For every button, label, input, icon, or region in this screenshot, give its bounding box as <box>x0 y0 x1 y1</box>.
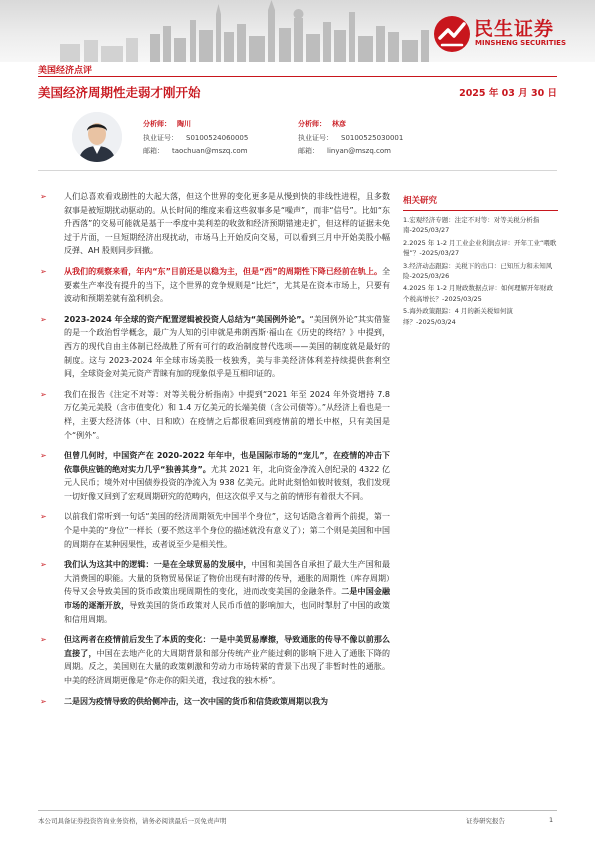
footer-disclaimer: 本公司具备证券投资咨询业务资格，请务必阅读最后一页免责声明 <box>38 817 227 825</box>
bullet-arrow-icon: ➢ <box>40 314 47 324</box>
bullet-arrow-icon: ➢ <box>40 451 47 461</box>
analyst-name: 陶川 <box>177 120 191 128</box>
related-research-item[interactable]: 5.海外政策跟踪：4 月的新关税如何演绎？-2025/03/24 <box>403 307 513 326</box>
report-title: 美国经济周期性走弱才刚开始 <box>38 85 201 100</box>
email-label: 邮箱： <box>143 147 164 155</box>
body-text: 全要素生产率没有提升的当下，这个世界的竞争规则是“比烂”，尤其是在资本市场上，只要有波动和预期差就有盈利机会。 <box>64 266 390 304</box>
body-paragraph <box>38 695 390 709</box>
bullet-arrow-icon: ➢ <box>40 635 47 645</box>
header-banner <box>0 0 595 62</box>
bullet-arrow-icon: ➢ <box>40 389 47 399</box>
minsheng-logo-icon <box>432 14 472 54</box>
body-paragraph <box>38 558 390 626</box>
report-category: 美国经济点评 <box>38 66 93 76</box>
body-text: 尤其 2021 年，北向资金净流入创纪录的 4322 亿元人民币；境外对中国债券投资的净流入为 938 亿美元。此时此刻恰如彼时彼刻，我们发现一切好像又回到了宏观周期研究的范畴内，但这次似乎又与之前的情形有着很大不同。 <box>64 464 390 501</box>
emphasis-text: 二是中国金融市场的逐渐开放， <box>64 587 391 611</box>
related-research-list <box>403 215 558 327</box>
body-paragraph <box>38 633 390 687</box>
analyst-portrait-icon <box>72 112 122 162</box>
footer-doc-type: 证券研究报告 <box>466 817 505 825</box>
analyst-role: 分析师： <box>143 120 171 128</box>
cert-number: S0100524060005 <box>186 133 249 142</box>
emphasis-text: 二是因为疫情导致的供给侧冲击，这一次中国的货币和信贷政策周期以我为 <box>64 696 328 706</box>
header-divider <box>38 170 557 171</box>
related-research-item[interactable]: 3.经济动态跟踪：关税下的出口：已知压力和未知风险-2025/03/26 <box>403 261 553 281</box>
emphasis-text: 从我们的观察来看，年内“东”目前还是以稳为主，但是“西”的周期性下降已经前在轨上。 <box>64 266 382 276</box>
page-number: 1 <box>549 816 554 824</box>
cert-label: 执业证号： <box>143 133 178 142</box>
report-body <box>38 190 390 715</box>
report-date: 2025 年 03 月 30 日 <box>459 88 557 99</box>
body-text: 中国在去地产化的大周期背景和部分传统产业产能过剩的影响下进入了通胀下降的周期。反之，美国则在大量的政策刺激和劳动力市场转紧的背景下出现了非暂时性的通胀。中美的经济周期更像是“你走你的阳关道，我过我的独木桥”。 <box>64 648 391 685</box>
brand-name-en: MINSHENG SECURITIES <box>475 39 566 47</box>
bullet-arrow-icon: ➢ <box>40 192 47 201</box>
body-paragraph <box>38 190 390 258</box>
bullet-arrow-icon: ➢ <box>40 266 47 276</box>
body-text: 导致美国的货币政策对人民币币值的影响加大，也同时掣肘了中国的政策和信用周期。 <box>64 601 391 624</box>
bullet-arrow-icon: ➢ <box>40 696 47 706</box>
analyst-email[interactable]: linyan@mszq.com <box>327 147 391 155</box>
analyst-card-1 <box>143 118 248 159</box>
minsheng-logo <box>432 14 582 54</box>
emphasis-text: 我们认为这其中的逻辑：一是在全球贸易的发展中， <box>64 560 252 570</box>
related-research-item[interactable]: 1.宏观经济专题：注定不对等：对等关税分析指南-2025/03/27 <box>403 216 540 235</box>
footer-divider <box>38 810 557 811</box>
emphasis-text: 2023-2024 年全球的资产配置逻辑被投资人总结为“美国例外论”。 <box>64 314 310 324</box>
analyst-avatar <box>72 112 122 162</box>
body-paragraph <box>38 510 390 551</box>
body-paragraph <box>38 313 390 381</box>
bullet-arrow-icon: ➢ <box>40 560 47 570</box>
body-text: 以前我们常听到一句话“美国的经济周期领先中国半个身位”，这句话隐含着两个前提，第一个是中美的“身位”一样长（要不然这半个身位的描述就没有意义了）；第二个则是美国和中国的周期存在某种因果性，或者说至少是相关性。 <box>64 512 390 549</box>
body-paragraph <box>38 265 390 306</box>
related-research-panel <box>403 194 558 329</box>
emphasis-text: 但这两者在疫情前后发生了本质的变化：一是中美贸易摩擦，导致通胀的传导不像以前那么直接了， <box>64 635 390 658</box>
body-paragraph <box>38 388 390 442</box>
email-label: 邮箱： <box>298 147 319 155</box>
body-text: 我们在报告《注定不对等：对等关税分析指南》中提到“2021 年至 2024 年外资增持 7.8 万亿美元美股（含市值变化）和 1.4 万亿美元的长端美债（含公司债等）。”从经济上看也是一样，主要大经济体（中、日和欧）在疫情之后都很难回到疫情前的增长中枢，只有美国是个“例外”。 <box>64 389 390 440</box>
brand-name-cn: 民生证券 <box>474 18 555 40</box>
cert-label: 执业证号： <box>298 133 333 142</box>
body-text: 人们总喜欢看戏剧性的大起大落，但这个世界的变化更多是从慢到快的非线性进程，且多数叙事是被短期扰动驱动的。从长时间的维度来看这些叙事多是“噪声”，而非“信号”。比如“东升西落”的交易可能就是基于一季度中美利差的收敛和经济预期错速走扩，但这样的证据未免过于片面，一旦短期经济出现扰动，市场马上开始反向交易，可以看到三月中开始美股小幅反弹、AH 股则同步回撤。 <box>64 192 390 256</box>
related-research-item[interactable]: 2.2025 年 1-2 月工业企业利润点评：开年工业“喂歌慢”？-2025/03/27 <box>403 238 557 258</box>
body-text: “美国例外论”其实借鉴的是一个政治哲学概念，最广为人知的引申就是弗朗西斯·福山在《历史的终结？》中提到，西方的现代自由主体制已经战胜了所有可行的政治制度替代选项——美国的制度就是最好的制度。这与 2023-2024 年全球市场美股一枝独秀，美与非美经济体利差持续提供套利空间，全球资金对美元资产青睐有加的现象似乎是互相印证的。 <box>64 314 390 379</box>
bullet-arrow-icon: ➢ <box>40 512 47 522</box>
analyst-name: 林彦 <box>332 120 346 128</box>
related-research-title: 相关研究 <box>403 194 558 211</box>
analyst-role: 分析师： <box>298 120 326 128</box>
analyst-card-2 <box>298 118 403 159</box>
cert-number: S0100525030001 <box>341 133 404 142</box>
title-divider <box>38 76 557 77</box>
emphasis-text: 但曾几何时，中国资产在 2020-2022 年年中，也是国际市场的“宠儿”，在疫情的冲击下依靠供应链的绝对实力几乎“独善其身”。 <box>64 451 390 474</box>
body-text: 中国和美国各自承担了最大生产国和最大消费国的职能。大量的货物贸易保证了物价出现有时滞的传导，通胀的周期性（库存周期）传导又会导致美国的货币政策出现周期性的变化，进而改变美国的金融条件。 <box>64 560 391 597</box>
related-research-item[interactable]: 4.2025 年 1-2 月财政数据点评：如何理解开年财政个税高增长？-2025/03/25 <box>403 284 554 303</box>
body-paragraph <box>38 449 390 503</box>
analyst-email[interactable]: taochuan@mszq.com <box>172 147 248 155</box>
